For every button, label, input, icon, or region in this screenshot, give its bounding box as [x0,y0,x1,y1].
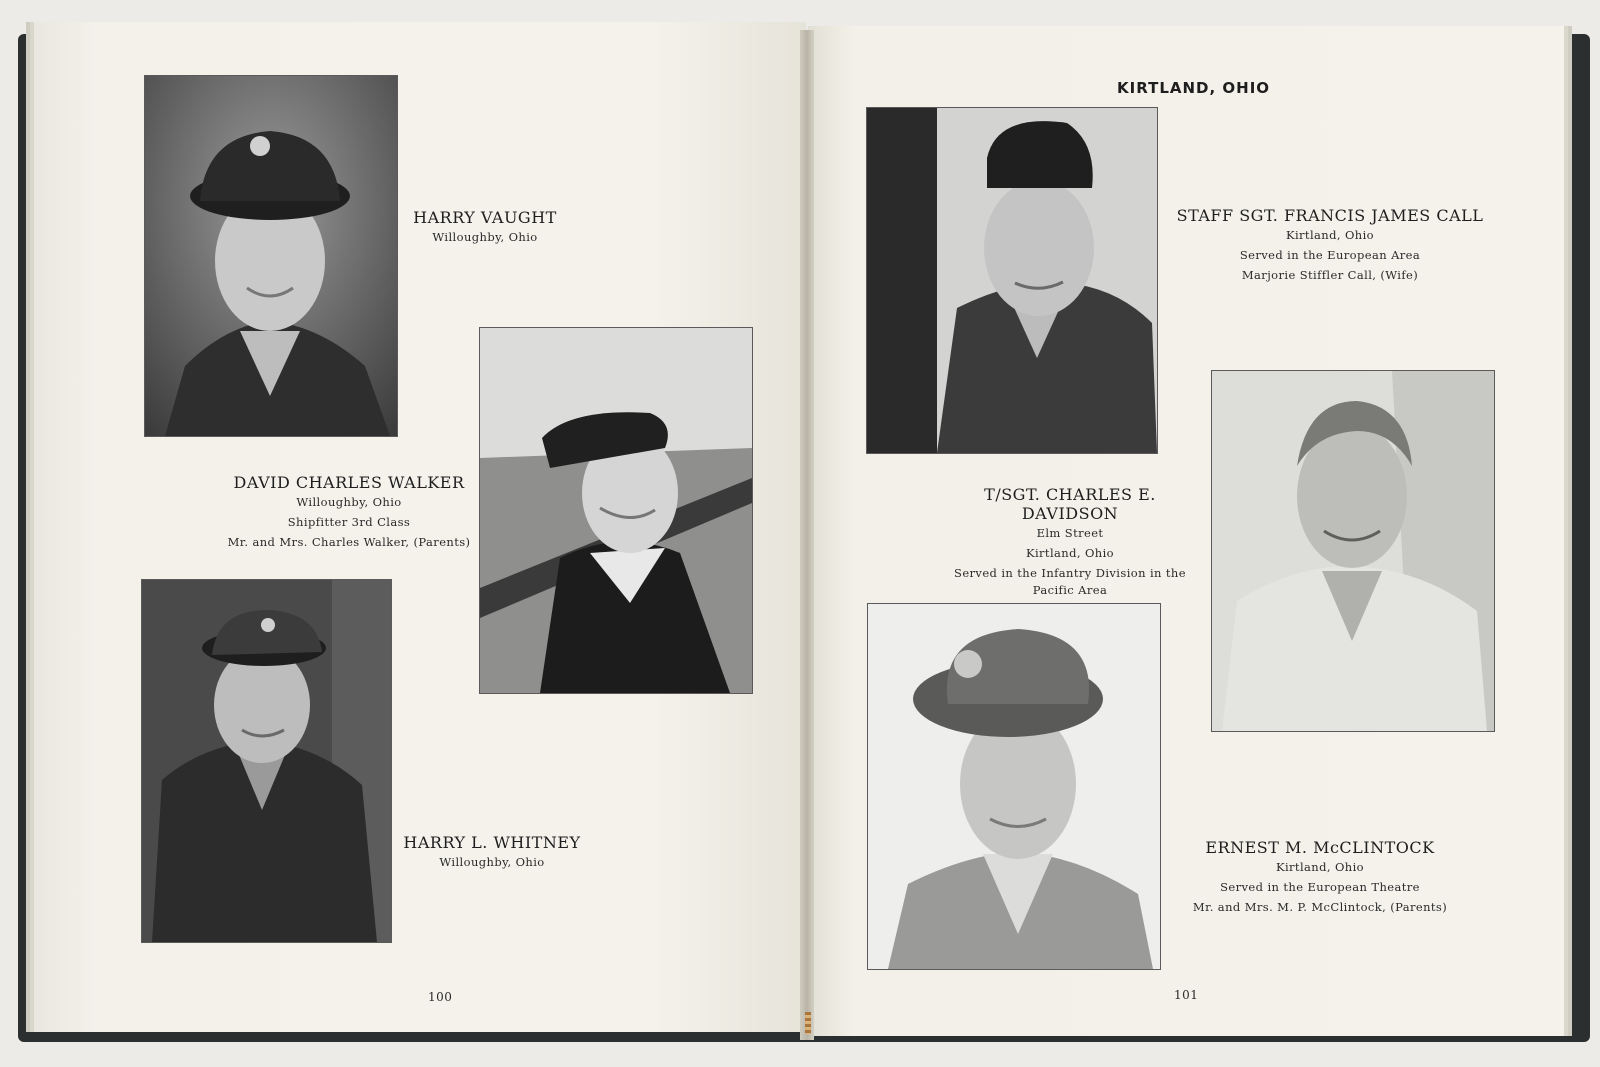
caption-line: Served in the Infantry Division in the [954,566,1186,580]
page-number-right: 101 [1174,988,1199,1002]
soldier-name: STAFF SGT. FRANCIS JAMES CALL [1176,206,1484,225]
caption-line: Elm Street [1036,526,1104,540]
caption-line: Kirtland, Ohio [1025,546,1115,560]
soldier-name: DAVID CHARLES WALKER [233,473,465,492]
caption-ernest-mcclintock [1170,838,1470,917]
binding-thread [805,1012,811,1034]
page-heading: KIRTLAND, OHIO [1117,79,1271,97]
photo-ernest-mcclintock [867,603,1161,970]
caption-line: Mr. and Mrs. M. P. McClintock, (Parents) [1192,900,1448,914]
photo-harry-whitney [141,579,392,943]
soldier-name: HARRY L. WHITNEY [403,833,581,852]
page-number-left: 100 [428,990,453,1004]
photo-charles-davidson [1211,370,1495,732]
photo-david-walker [479,327,753,694]
caption-line: Pacific Area [1032,583,1108,597]
caption-francis-call [1175,206,1485,285]
caption-david-walker [215,473,483,552]
soldier-name: T/SGT. CHARLES E. DAVIDSON [984,485,1156,523]
caption-line: Marjorie Stiffler Call, (Wife) [1241,268,1419,282]
caption-harry-whitney [392,833,592,872]
caption-line: Mr. and Mrs. Charles Walker, (Parents) [227,535,471,549]
soldier-name: ERNEST M. McCLINTOCK [1205,838,1435,857]
caption-line: Shipfitter 3rd Class [287,515,411,529]
caption-line: Willoughby, Ohio [439,855,545,869]
caption-harry-vaught [380,208,590,247]
soldier-name: HARRY VAUGHT [413,208,557,227]
caption-charles-davidson [935,485,1205,597]
book-spine [800,30,814,1040]
caption-line: Kirtland, Ohio [1275,860,1365,874]
caption-line: Served in the European Area [1239,248,1421,262]
caption-line: Willoughby, Ohio [432,230,538,244]
caption-line: Kirtland, Ohio [1285,228,1375,242]
photo-harry-vaught [144,75,398,437]
caption-line: Served in the European Theatre [1220,880,1420,894]
photo-francis-call [866,107,1158,454]
caption-line: Willoughby, Ohio [296,495,402,509]
